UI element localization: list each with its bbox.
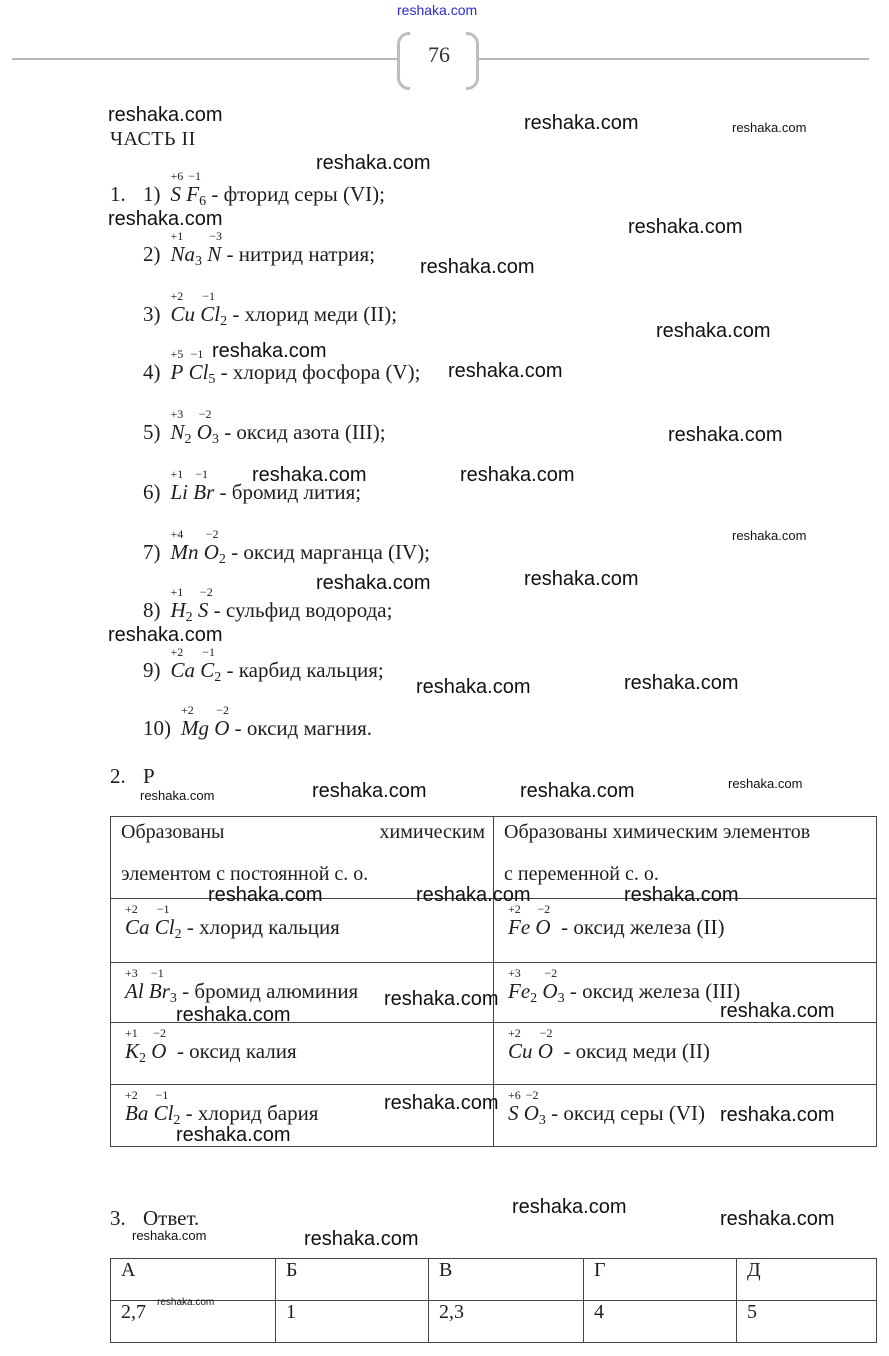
watermark: reshaka.com	[720, 1000, 835, 1022]
subscript-1: 2	[530, 991, 538, 1006]
oxidation-state-2: −3	[209, 229, 223, 243]
header-left-word1: Образованы	[121, 821, 225, 843]
oxidation-state-2: −1	[150, 966, 164, 980]
item-number: 9)	[143, 658, 161, 682]
formula	[170, 585, 213, 626]
oxidation-state-2: −2	[537, 902, 551, 916]
element-1-symbol: Fe	[508, 915, 531, 939]
formula-description: - хлорид кальция	[181, 915, 340, 939]
element-1	[508, 1088, 521, 1126]
element-2	[200, 645, 216, 683]
subscript-1: 2	[185, 610, 193, 625]
formula-line	[143, 407, 386, 448]
subscript-1: 3	[195, 254, 203, 269]
element-2-symbol: F	[186, 182, 200, 206]
subscript-2: 3	[538, 1113, 546, 1128]
formula-description: - оксид калия	[166, 1039, 297, 1063]
formula-line	[143, 645, 384, 686]
element-1	[508, 1026, 533, 1064]
watermark: reshaka.com	[624, 884, 739, 906]
element-2-symbol: O	[535, 915, 551, 939]
answer-value-cell: 1	[276, 1301, 429, 1343]
watermark: reshaka.com	[132, 1228, 207, 1243]
watermark: reshaka.com	[720, 1104, 835, 1126]
formula	[125, 902, 182, 943]
formula-description: - фторид серы (VI);	[206, 182, 385, 206]
answer-value-cell: 2,7	[111, 1301, 276, 1343]
page-bracket-right	[466, 32, 479, 90]
header-rule-right	[479, 58, 869, 60]
watermark: reshaka.com	[108, 208, 223, 230]
oxidation-state-2: −1	[155, 1088, 169, 1102]
formula-description: - оксид железа (II)	[550, 915, 725, 939]
oxidation-state-2: −1	[195, 467, 209, 481]
element-2-symbol: O	[214, 716, 230, 740]
oxidation-state-2: −2	[205, 527, 219, 541]
answer-header-cell: Б	[276, 1259, 429, 1301]
answer-header-cell: А	[111, 1259, 276, 1301]
formula	[170, 407, 219, 448]
watermark: reshaka.com	[732, 528, 807, 543]
formula-line	[125, 1026, 297, 1067]
formula-line	[143, 585, 393, 626]
formula-description: - оксид серы (VI)	[545, 1101, 705, 1125]
oxidation-state-2: −2	[199, 585, 213, 599]
task2-label: Р	[143, 764, 155, 788]
element-1	[170, 347, 184, 385]
element-2-symbol: Cl	[200, 302, 221, 326]
formula-line	[508, 902, 725, 943]
watermark: reshaka.com	[304, 1228, 419, 1250]
subscript-2: 2	[220, 314, 228, 329]
element-2-symbol: Cl	[188, 360, 209, 384]
watermark: reshaka.com	[628, 216, 743, 238]
watermark: reshaka.com	[732, 120, 807, 135]
watermark: reshaka.com	[720, 1208, 835, 1230]
oxidation-state-2: −1	[188, 169, 202, 183]
task2-number: 2.	[110, 764, 126, 788]
oxidation-state-2: −2	[525, 1088, 539, 1102]
formula-description: - сульфид водорода;	[208, 598, 393, 622]
answer-value-cell: 5	[737, 1301, 877, 1343]
element-2-symbol: O	[203, 540, 219, 564]
element-1-symbol: N	[170, 420, 185, 444]
oxidation-state-1: +1	[170, 467, 184, 481]
element-2-symbol: Br	[193, 480, 215, 504]
table-row	[111, 899, 877, 963]
answer-value-cell: 2,3	[429, 1301, 584, 1343]
formula-line	[125, 966, 359, 1007]
site-link[interactable]: reshaka.com	[397, 2, 478, 18]
element-2-symbol: S	[197, 598, 209, 622]
watermark: reshaka.com	[448, 360, 563, 382]
formula-line	[143, 229, 376, 270]
formula	[170, 229, 223, 270]
oxidation-state-1: +2	[508, 1026, 521, 1040]
element-1	[125, 966, 144, 1004]
watermark: reshaka.com	[460, 464, 575, 486]
formula	[170, 347, 216, 388]
answer-value-row	[111, 1301, 877, 1343]
watermark: reshaka.com	[384, 1092, 499, 1114]
section-title: ЧАСТЬ II	[110, 128, 196, 150]
element-1	[170, 645, 196, 683]
element-2-symbol: Cl	[153, 1101, 174, 1125]
element-1-symbol: H	[170, 598, 186, 622]
watermark: reshaka.com	[416, 676, 531, 698]
formula-description: - бромид лития;	[214, 480, 362, 504]
formula	[125, 1026, 167, 1067]
oxidation-state-1: +2	[170, 645, 184, 659]
watermark: reshaka.com	[728, 776, 803, 791]
oxidation-state-1: +6	[170, 169, 184, 183]
watermark: reshaka.com	[108, 104, 223, 126]
formula	[508, 1088, 546, 1129]
element-2	[200, 289, 221, 327]
element-1-symbol: Ca	[170, 658, 196, 682]
element-1	[170, 585, 186, 623]
subscript-1: 2	[184, 432, 192, 447]
formula	[181, 703, 230, 744]
oxidation-state-2: −2	[539, 1026, 553, 1040]
formula-description: - хлорид бария	[180, 1101, 319, 1125]
oxidation-state-2: −2	[216, 703, 230, 717]
oxidation-state-2: −2	[544, 966, 558, 980]
oxidation-state-1: +1	[125, 1026, 138, 1040]
oxidation-state-1: +4	[170, 527, 184, 541]
oxidation-state-1: +2	[125, 902, 138, 916]
formula-line	[508, 966, 741, 1007]
oxidation-state-1: +3	[125, 966, 138, 980]
formula	[170, 289, 228, 330]
watermark: reshaka.com	[252, 464, 367, 486]
subscript-2: 3	[557, 991, 565, 1006]
formula-description: - хлорид фосфора (V);	[215, 360, 421, 384]
element-1-symbol: Li	[170, 480, 189, 504]
formula-description: - оксид железа (III)	[564, 979, 741, 1003]
element-1	[508, 902, 531, 940]
element-2-symbol: O	[196, 420, 212, 444]
answer-header-cell: В	[429, 1259, 584, 1301]
formula-description: - карбид кальция;	[221, 658, 384, 682]
subscript-2: 3	[211, 432, 219, 447]
element-2-symbol: Cl	[154, 915, 175, 939]
watermark: reshaka.com	[668, 424, 783, 446]
item-number: 3)	[143, 302, 161, 326]
element-1-symbol: Cu	[508, 1039, 533, 1063]
subscript-2: 2	[214, 670, 222, 685]
watermark: reshaka.com	[384, 988, 499, 1010]
element-1-symbol: Mn	[170, 540, 199, 564]
item-number: 1)	[143, 182, 161, 206]
subscript-2: 2	[218, 552, 226, 567]
element-1-symbol: Fe	[508, 979, 531, 1003]
element-2-symbol: Br	[148, 979, 170, 1003]
formula	[170, 645, 222, 686]
element-1	[170, 527, 199, 565]
header-rule-left	[12, 58, 397, 60]
formula	[170, 169, 207, 210]
subscript-2: 2	[174, 927, 182, 942]
watermark: reshaka.com	[312, 780, 427, 802]
subscript-1: 2	[139, 1051, 147, 1066]
element-1-symbol: Cu	[170, 302, 196, 326]
answer-value-cell: 4	[584, 1301, 737, 1343]
watermark: reshaka.com	[512, 1196, 627, 1218]
oxidation-state-2: −2	[198, 407, 212, 421]
page-bracket-left	[397, 32, 410, 90]
watermark: reshaka.com	[524, 568, 639, 590]
oxidation-state-1: +3	[508, 966, 521, 980]
oxidation-state-1: +3	[170, 407, 184, 421]
header-left-line2: элементом с постоянной с. о.	[121, 863, 369, 885]
element-1	[125, 1088, 149, 1126]
element-2-symbol: C	[200, 658, 215, 682]
formula-line	[508, 1088, 705, 1129]
element-2	[203, 527, 219, 565]
formula	[125, 1088, 181, 1129]
item-number: 10)	[143, 716, 171, 740]
element-2	[214, 703, 230, 741]
subscript-2: 3	[169, 991, 177, 1006]
formula	[125, 966, 177, 1007]
element-1	[170, 289, 196, 327]
watermark: reshaka.com	[157, 1297, 215, 1308]
element-2-symbol: N	[207, 242, 222, 266]
oxidation-state-1: +5	[170, 347, 184, 361]
formula-description: - оксид меди (II)	[552, 1039, 710, 1063]
formula-description: - бромид алюминия	[176, 979, 359, 1003]
watermark: reshaka.com	[316, 152, 431, 174]
formula-line	[143, 703, 373, 744]
oxidation-state-2: −1	[190, 347, 204, 361]
watermark: reshaka.com	[624, 672, 739, 694]
watermark: reshaka.com	[316, 572, 431, 594]
formula	[508, 966, 565, 1007]
watermark: reshaka.com	[140, 788, 215, 803]
oxidation-state-1: +1	[170, 585, 184, 599]
formula-description: - оксид азота (III);	[218, 420, 386, 444]
watermark: reshaka.com	[176, 1124, 291, 1146]
element-1	[170, 407, 185, 445]
task3-number: 3.	[110, 1206, 126, 1230]
oxidation-state-1: +2	[181, 703, 194, 717]
element-2-symbol: O	[523, 1101, 539, 1125]
element-2	[186, 169, 202, 207]
element-1-symbol: Mg	[181, 716, 209, 740]
element-2-symbol: O	[537, 1039, 553, 1063]
element-1	[125, 1026, 140, 1064]
element-2-symbol: O	[151, 1039, 167, 1063]
page-number: 76	[428, 42, 450, 67]
element-1-symbol: Na	[170, 242, 196, 266]
formula-description: - оксид магния.	[229, 716, 373, 740]
formula-line	[508, 1026, 710, 1067]
element-2-symbol: O	[542, 979, 558, 1003]
table-row	[111, 1023, 877, 1085]
oxidation-state-2: −2	[153, 1026, 167, 1040]
element-1-symbol: Al	[125, 979, 144, 1003]
element-2	[154, 902, 175, 940]
element-1	[170, 169, 184, 207]
watermark: reshaka.com	[524, 112, 639, 134]
watermark: reshaka.com	[108, 624, 223, 646]
element-1-symbol: S	[508, 1101, 519, 1125]
watermark: reshaka.com	[520, 780, 635, 802]
oxidation-state-1: +2	[125, 1088, 138, 1102]
watermark: reshaka.com	[656, 320, 771, 342]
task3-label: Ответ.	[143, 1206, 200, 1230]
answer-header-cell: Д	[737, 1259, 877, 1301]
task1-number: 1.	[110, 182, 126, 206]
item-number: 2)	[143, 242, 161, 266]
item-number: 4)	[143, 360, 161, 384]
formula-line	[143, 289, 398, 330]
oxidation-state-1: +2	[508, 902, 521, 916]
oxidation-state-1: +2	[170, 289, 184, 303]
answer-header-cell: Г	[584, 1259, 737, 1301]
element-2	[207, 229, 223, 267]
formula-description: - оксид марганца (IV);	[225, 540, 431, 564]
formula-line	[143, 169, 385, 210]
formula	[170, 527, 226, 568]
element-2	[197, 585, 213, 623]
subscript-2: 5	[208, 372, 216, 387]
element-1	[170, 229, 196, 267]
item-number: 5)	[143, 420, 161, 444]
formula-description: - хлорид меди (II);	[227, 302, 398, 326]
element-1	[181, 703, 209, 741]
watermark: reshaka.com	[176, 1004, 291, 1026]
element-2	[542, 966, 558, 1004]
element-2	[196, 407, 212, 445]
element-1	[170, 467, 189, 505]
watermark: reshaka.com	[208, 884, 323, 906]
element-2	[188, 347, 209, 385]
watermark: reshaka.com	[420, 256, 535, 278]
element-1	[508, 966, 531, 1004]
subscript-2: 2	[173, 1113, 181, 1128]
element-2	[153, 1088, 174, 1126]
element-2	[151, 1026, 167, 1064]
oxidation-state-1: +6	[508, 1088, 521, 1102]
header-left-word2: химическим	[379, 821, 485, 843]
watermark: reshaka.com	[416, 884, 531, 906]
header-right-line1: Образованы химическим элементов	[504, 821, 811, 843]
formula-description: - нитрид натрия;	[221, 242, 376, 266]
oxidation-state-2: −1	[156, 902, 170, 916]
item-number: 6)	[143, 480, 161, 504]
oxidation-state-2: −1	[202, 645, 216, 659]
element-2	[523, 1088, 539, 1126]
answer-table	[110, 1258, 877, 1343]
element-2	[193, 467, 215, 505]
answer-header-row	[111, 1259, 877, 1301]
element-2	[148, 966, 170, 1004]
element-1	[125, 902, 150, 940]
element-1-symbol: Ba	[125, 1101, 149, 1125]
element-1-symbol: K	[125, 1039, 140, 1063]
element-1-symbol: S	[170, 182, 181, 206]
formula	[508, 1026, 553, 1067]
oxidation-state-2: −1	[202, 289, 216, 303]
element-2	[535, 902, 551, 940]
element-1-symbol: P	[170, 360, 184, 384]
item-number: 8)	[143, 598, 161, 622]
formula-line	[125, 902, 340, 943]
formula	[508, 902, 551, 943]
element-1-symbol: Ca	[125, 915, 150, 939]
formula	[170, 467, 215, 508]
subscript-2: 6	[199, 194, 207, 209]
item-number: 7)	[143, 540, 161, 564]
element-2	[537, 1026, 553, 1064]
formula-line	[143, 527, 431, 568]
oxidation-state-1: +1	[170, 229, 184, 243]
watermark: reshaka.com	[212, 340, 327, 362]
header-right-line2: с переменной с. о.	[504, 863, 659, 885]
